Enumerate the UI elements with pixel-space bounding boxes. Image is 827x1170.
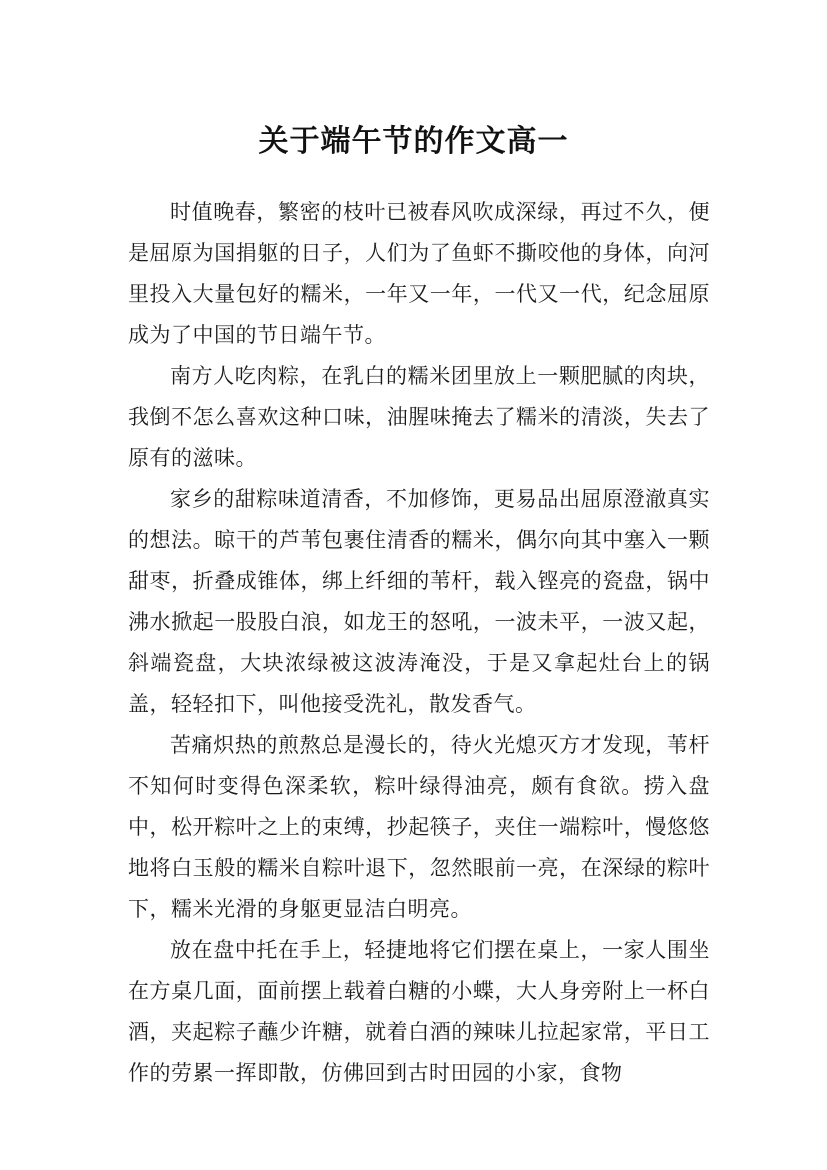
paragraph-2: 南方人吃肉粽，在乳白的糯米团里放上一颗肥腻的肉块，我倒不怎么喜欢这种口味，油腥味掩去了糯米的清淡，失去了原有的滋味。	[128, 364, 710, 470]
paragraph-3: 家乡的甜粽味道清香，不加修饰，更易品出屈原澄澈真实的想法。晾干的芦苇包裹住清香的糯米，偶尔向其中塞入一颗甜枣，折叠成锥体，绑上纤细的苇杆，载入铿亮的瓷盘，锅中沸水掀起一股股白浪，如龙王的怒吼，一波未平，一波又起，斜端瓷盘，大块浓绿被这波涛淹没，于是又拿起灶台上的锅盖，轻轻扣下，叫他接受洗礼，散发香气。	[128, 487, 710, 716]
paragraph-4: 苦痛炽热的煎熬总是漫长的，待火光熄灭方才发现，苇杆不知何时变得色深柔软，粽叶绿得油亮，颇有食欲。捞入盘中，松开粽叶之上的束缚，抄起筷子，夹住一端粽叶，慢悠悠地将白玉般的糯米自粽叶退下，忽然眼前一亮，在深绿的粽叶下，糯米光滑的身躯更显洁白明亮。	[128, 733, 710, 921]
document-title: 关于端午节的作文高一	[258, 124, 569, 160]
paragraph-1: 时值晚春，繁密的枝叶已被春风吹成深绿，再过不久，便是屈原为国捐躯的日子，人们为了鱼虾不撕咬他的身体，向河里投入大量包好的糯米，一年又一年，一代又一代，纪念屈原成为了中国的节日端午节。	[128, 200, 710, 347]
document-body	[128, 192, 710, 1094]
paragraph-5: 放在盘中托在手上，轻捷地将它们摆在桌上，一家人围坐在方桌几面，面前摆上载着白糖的小蝶，大人身旁附上一杯白酒，夹起粽子蘸少许糖，就着白酒的辣味儿拉起家常，平日工作的劳累一挥即散，仿佛回到古时田园的小家，食物	[128, 938, 710, 1085]
